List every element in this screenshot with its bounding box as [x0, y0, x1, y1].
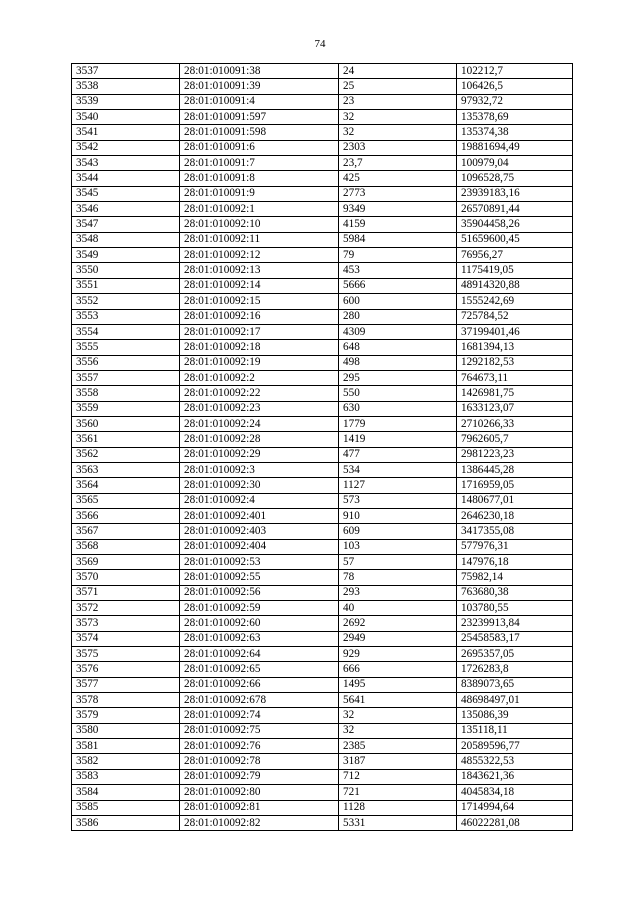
area-cell: 5666: [339, 278, 457, 293]
table-row: [72, 478, 573, 493]
row-number-cell: 3564: [72, 478, 180, 493]
cadastral-number-cell: 28:01:010092:17: [180, 324, 339, 339]
value-cell: 100979,04: [457, 156, 573, 171]
cadastral-number-cell: 28:01:010092:22: [180, 386, 339, 401]
row-number-cell: 3575: [72, 647, 180, 662]
cadastral-number-cell: 28:01:010092:74: [180, 708, 339, 723]
table-row: [72, 340, 573, 355]
area-cell: 32: [339, 125, 457, 140]
table-row: [72, 785, 573, 800]
cadastral-number-cell: 28:01:010092:80: [180, 785, 339, 800]
area-cell: 1128: [339, 800, 457, 815]
cadastral-number-cell: 28:01:010091:598: [180, 125, 339, 140]
value-cell: 4045834,18: [457, 785, 573, 800]
value-cell: 1096528,75: [457, 171, 573, 186]
table-row: [72, 570, 573, 585]
cadastral-number-cell: 28:01:010092:63: [180, 631, 339, 646]
row-number-cell: 3579: [72, 708, 180, 723]
row-number-cell: 3569: [72, 555, 180, 570]
row-number-cell: 3551: [72, 278, 180, 293]
table-row: [72, 447, 573, 462]
row-number-cell: 3572: [72, 601, 180, 616]
value-cell: 102212,7: [457, 64, 573, 79]
row-number-cell: 3563: [72, 462, 180, 477]
cadastral-number-cell: 28:01:010092:76: [180, 739, 339, 754]
table-row: [72, 140, 573, 155]
row-number-cell: 3540: [72, 110, 180, 125]
row-number-cell: 3556: [72, 355, 180, 370]
area-cell: 2692: [339, 616, 457, 631]
table-row: [72, 616, 573, 631]
area-cell: 573: [339, 493, 457, 508]
value-cell: 135374,38: [457, 125, 573, 140]
cadastral-number-cell: 28:01:010092:24: [180, 416, 339, 431]
table-row: [72, 94, 573, 109]
row-number-cell: 3544: [72, 171, 180, 186]
cadastral-number-cell: 28:01:010092:11: [180, 232, 339, 247]
area-cell: 25: [339, 79, 457, 94]
area-cell: 24: [339, 64, 457, 79]
area-cell: 5984: [339, 232, 457, 247]
value-cell: 2710266,33: [457, 416, 573, 431]
cadastral-number-cell: 28:01:010092:65: [180, 662, 339, 677]
table-row: [72, 800, 573, 815]
value-cell: 2695357,05: [457, 647, 573, 662]
page-number: 74: [314, 38, 326, 50]
area-cell: 2773: [339, 186, 457, 201]
value-cell: 46022281,08: [457, 815, 573, 830]
row-number-cell: 3552: [72, 294, 180, 309]
value-cell: 37199401,46: [457, 324, 573, 339]
table-row: [72, 723, 573, 738]
cadastral-number-cell: 28:01:010092:16: [180, 309, 339, 324]
value-cell: 147976,18: [457, 555, 573, 570]
table-row: [72, 294, 573, 309]
cadastral-number-cell: 28:01:010092:28: [180, 432, 339, 447]
cadastral-number-cell: 28:01:010092:66: [180, 677, 339, 692]
cadastral-number-cell: 28:01:010091:39: [180, 79, 339, 94]
row-number-cell: 3565: [72, 493, 180, 508]
row-number-cell: 3576: [72, 662, 180, 677]
area-cell: 78: [339, 570, 457, 585]
area-cell: 23,7: [339, 156, 457, 171]
row-number-cell: 3561: [72, 432, 180, 447]
value-cell: 2981223,23: [457, 447, 573, 462]
cadastral-number-cell: 28:01:010091:8: [180, 171, 339, 186]
cadastral-number-cell: 28:01:010092:30: [180, 478, 339, 493]
cadastral-number-cell: 28:01:010091:4: [180, 94, 339, 109]
area-cell: 103: [339, 539, 457, 554]
area-cell: 4309: [339, 324, 457, 339]
area-cell: 57: [339, 555, 457, 570]
row-number-cell: 3585: [72, 800, 180, 815]
cadastral-number-cell: 28:01:010092:401: [180, 508, 339, 523]
table-row: [72, 647, 573, 662]
table-row: [72, 693, 573, 708]
row-number-cell: 3560: [72, 416, 180, 431]
row-number-cell: 3562: [72, 447, 180, 462]
area-cell: 5641: [339, 693, 457, 708]
row-number-cell: 3586: [72, 815, 180, 830]
table-row: [72, 555, 573, 570]
row-number-cell: 3549: [72, 248, 180, 263]
value-cell: 2646230,18: [457, 508, 573, 523]
area-cell: 280: [339, 309, 457, 324]
cadastral-number-cell: 28:01:010092:53: [180, 555, 339, 570]
table-row: [72, 708, 573, 723]
area-cell: 1495: [339, 677, 457, 692]
area-cell: 453: [339, 263, 457, 278]
table-row: [72, 815, 573, 830]
cadastral-number-cell: 28:01:010092:60: [180, 616, 339, 631]
value-cell: 763680,38: [457, 585, 573, 600]
table-row: [72, 202, 573, 217]
table-row: [72, 416, 573, 431]
table-row: [72, 186, 573, 201]
table-row: [72, 232, 573, 247]
row-number-cell: 3573: [72, 616, 180, 631]
row-number-cell: 3582: [72, 754, 180, 769]
value-cell: 97932,72: [457, 94, 573, 109]
table-row: [72, 355, 573, 370]
area-cell: 40: [339, 601, 457, 616]
cadastral-number-cell: 28:01:010092:404: [180, 539, 339, 554]
table-row: [72, 171, 573, 186]
value-cell: 25458583,17: [457, 631, 573, 646]
row-number-cell: 3543: [72, 156, 180, 171]
cadastral-number-cell: 28:01:010092:13: [180, 263, 339, 278]
cadastral-number-cell: 28:01:010092:55: [180, 570, 339, 585]
value-cell: 135086,39: [457, 708, 573, 723]
table-row: [72, 217, 573, 232]
area-cell: 498: [339, 355, 457, 370]
table-row: [72, 508, 573, 523]
table-row: [72, 110, 573, 125]
row-number-cell: 3578: [72, 693, 180, 708]
area-cell: 1419: [339, 432, 457, 447]
value-cell: 1714994,64: [457, 800, 573, 815]
table-row: [72, 493, 573, 508]
cadastral-number-cell: 28:01:010092:56: [180, 585, 339, 600]
value-cell: 106426,5: [457, 79, 573, 94]
area-cell: 23: [339, 94, 457, 109]
table-row: [72, 248, 573, 263]
table-row: [72, 524, 573, 539]
row-number-cell: 3553: [72, 309, 180, 324]
area-cell: 5331: [339, 815, 457, 830]
row-number-cell: 3555: [72, 340, 180, 355]
cadastral-number-cell: 28:01:010092:678: [180, 693, 339, 708]
value-cell: 1726283,8: [457, 662, 573, 677]
table-row: [72, 739, 573, 754]
value-cell: 1292182,53: [457, 355, 573, 370]
table-row: [72, 64, 573, 79]
cadastral-number-cell: 28:01:010092:75: [180, 723, 339, 738]
area-cell: 1779: [339, 416, 457, 431]
area-cell: 712: [339, 769, 457, 784]
table-row: [72, 386, 573, 401]
table-body: [72, 64, 573, 831]
value-cell: 577976,31: [457, 539, 573, 554]
cadastral-number-cell: 28:01:010092:14: [180, 278, 339, 293]
cadastral-number-cell: 28:01:010092:64: [180, 647, 339, 662]
row-number-cell: 3577: [72, 677, 180, 692]
cadastral-number-cell: 28:01:010092:1: [180, 202, 339, 217]
value-cell: 48698497,01: [457, 693, 573, 708]
value-cell: 19881694,49: [457, 140, 573, 155]
row-number-cell: 3571: [72, 585, 180, 600]
area-cell: 2303: [339, 140, 457, 155]
value-cell: 1426981,75: [457, 386, 573, 401]
table-row: [72, 401, 573, 416]
cadastral-number-cell: 28:01:010092:10: [180, 217, 339, 232]
value-cell: 23239913,84: [457, 616, 573, 631]
value-cell: 8389073,65: [457, 677, 573, 692]
area-cell: 32: [339, 708, 457, 723]
table-row: [72, 79, 573, 94]
area-cell: 3187: [339, 754, 457, 769]
row-number-cell: 3584: [72, 785, 180, 800]
row-number-cell: 3537: [72, 64, 180, 79]
area-cell: 293: [339, 585, 457, 600]
row-number-cell: 3550: [72, 263, 180, 278]
cadastral-number-cell: 28:01:010092:82: [180, 815, 339, 830]
row-number-cell: 3542: [72, 140, 180, 155]
value-cell: 1175419,05: [457, 263, 573, 278]
cadastral-number-cell: 28:01:010092:81: [180, 800, 339, 815]
area-cell: 534: [339, 462, 457, 477]
area-cell: 79: [339, 248, 457, 263]
value-cell: 725784,52: [457, 309, 573, 324]
table-row: [72, 585, 573, 600]
area-cell: 910: [339, 508, 457, 523]
value-cell: 7962605,7: [457, 432, 573, 447]
area-cell: 721: [339, 785, 457, 800]
area-cell: 2949: [339, 631, 457, 646]
cadastral-number-cell: 28:01:010091:38: [180, 64, 339, 79]
cadastral-number-cell: 28:01:010092:78: [180, 754, 339, 769]
row-number-cell: 3548: [72, 232, 180, 247]
area-cell: 929: [339, 647, 457, 662]
value-cell: 1681394,13: [457, 340, 573, 355]
table-row: [72, 769, 573, 784]
cadastral-number-cell: 28:01:010092:403: [180, 524, 339, 539]
cadastral-number-cell: 28:01:010092:59: [180, 601, 339, 616]
area-cell: 1127: [339, 478, 457, 493]
row-number-cell: 3581: [72, 739, 180, 754]
cadastral-number-cell: 28:01:010091:6: [180, 140, 339, 155]
area-cell: 32: [339, 110, 457, 125]
value-cell: 1716959,05: [457, 478, 573, 493]
row-number-cell: 3566: [72, 508, 180, 523]
value-cell: 1480677,01: [457, 493, 573, 508]
area-cell: 609: [339, 524, 457, 539]
table-row: [72, 278, 573, 293]
area-cell: 4159: [339, 217, 457, 232]
value-cell: 75982,14: [457, 570, 573, 585]
cadastral-number-cell: 28:01:010092:15: [180, 294, 339, 309]
cadastral-number-cell: 28:01:010092:4: [180, 493, 339, 508]
cadastral-number-cell: 28:01:010092:12: [180, 248, 339, 263]
value-cell: 35904458,26: [457, 217, 573, 232]
value-cell: 1386445,28: [457, 462, 573, 477]
row-number-cell: 3547: [72, 217, 180, 232]
row-number-cell: 3557: [72, 370, 180, 385]
area-cell: 477: [339, 447, 457, 462]
row-number-cell: 3570: [72, 570, 180, 585]
row-number-cell: 3538: [72, 79, 180, 94]
row-number-cell: 3559: [72, 401, 180, 416]
row-number-cell: 3545: [72, 186, 180, 201]
value-cell: 48914320,88: [457, 278, 573, 293]
cadastral-number-cell: 28:01:010091:7: [180, 156, 339, 171]
value-cell: 764673,11: [457, 370, 573, 385]
value-cell: 1633123,07: [457, 401, 573, 416]
area-cell: 630: [339, 401, 457, 416]
value-cell: 51659600,45: [457, 232, 573, 247]
table-row: [72, 631, 573, 646]
cadastral-number-cell: 28:01:010092:23: [180, 401, 339, 416]
table-row: [72, 125, 573, 140]
value-cell: 20589596,77: [457, 739, 573, 754]
area-cell: 600: [339, 294, 457, 309]
row-number-cell: 3541: [72, 125, 180, 140]
table-row: [72, 263, 573, 278]
area-cell: 32: [339, 723, 457, 738]
table-row: [72, 662, 573, 677]
value-cell: 3417355,08: [457, 524, 573, 539]
row-number-cell: 3546: [72, 202, 180, 217]
value-cell: 76956,27: [457, 248, 573, 263]
row-number-cell: 3580: [72, 723, 180, 738]
value-cell: 103780,55: [457, 601, 573, 616]
value-cell: 135118,11: [457, 723, 573, 738]
value-cell: 135378,69: [457, 110, 573, 125]
value-cell: 1843621,36: [457, 769, 573, 784]
table-row: [72, 309, 573, 324]
area-cell: 425: [339, 171, 457, 186]
area-cell: 550: [339, 386, 457, 401]
row-number-cell: 3567: [72, 524, 180, 539]
cadastral-number-cell: 28:01:010091:597: [180, 110, 339, 125]
row-number-cell: 3554: [72, 324, 180, 339]
cadastral-number-cell: 28:01:010092:79: [180, 769, 339, 784]
value-cell: 1555242,69: [457, 294, 573, 309]
area-cell: 666: [339, 662, 457, 677]
cadastral-number-cell: 28:01:010092:2: [180, 370, 339, 385]
area-cell: 648: [339, 340, 457, 355]
cadastral-number-cell: 28:01:010092:19: [180, 355, 339, 370]
table-row: [72, 539, 573, 554]
row-number-cell: 3539: [72, 94, 180, 109]
row-number-cell: 3574: [72, 631, 180, 646]
row-number-cell: 3583: [72, 769, 180, 784]
table-row: [72, 462, 573, 477]
cadastral-number-cell: 28:01:010092:3: [180, 462, 339, 477]
area-cell: 2385: [339, 739, 457, 754]
table-row: [72, 432, 573, 447]
cadastral-number-cell: 28:01:010091:9: [180, 186, 339, 201]
table-row: [72, 754, 573, 769]
value-cell: 23939183,16: [457, 186, 573, 201]
row-number-cell: 3558: [72, 386, 180, 401]
cadastral-number-cell: 28:01:010092:18: [180, 340, 339, 355]
area-cell: 295: [339, 370, 457, 385]
value-cell: 4855322,53: [457, 754, 573, 769]
area-cell: 9349: [339, 202, 457, 217]
table-row: [72, 156, 573, 171]
table-row: [72, 601, 573, 616]
table-row: [72, 677, 573, 692]
cadastral-number-cell: 28:01:010092:29: [180, 447, 339, 462]
table-row: [72, 370, 573, 385]
table-row: [72, 324, 573, 339]
row-number-cell: 3568: [72, 539, 180, 554]
data-table: [71, 63, 573, 831]
value-cell: 26570891,44: [457, 202, 573, 217]
